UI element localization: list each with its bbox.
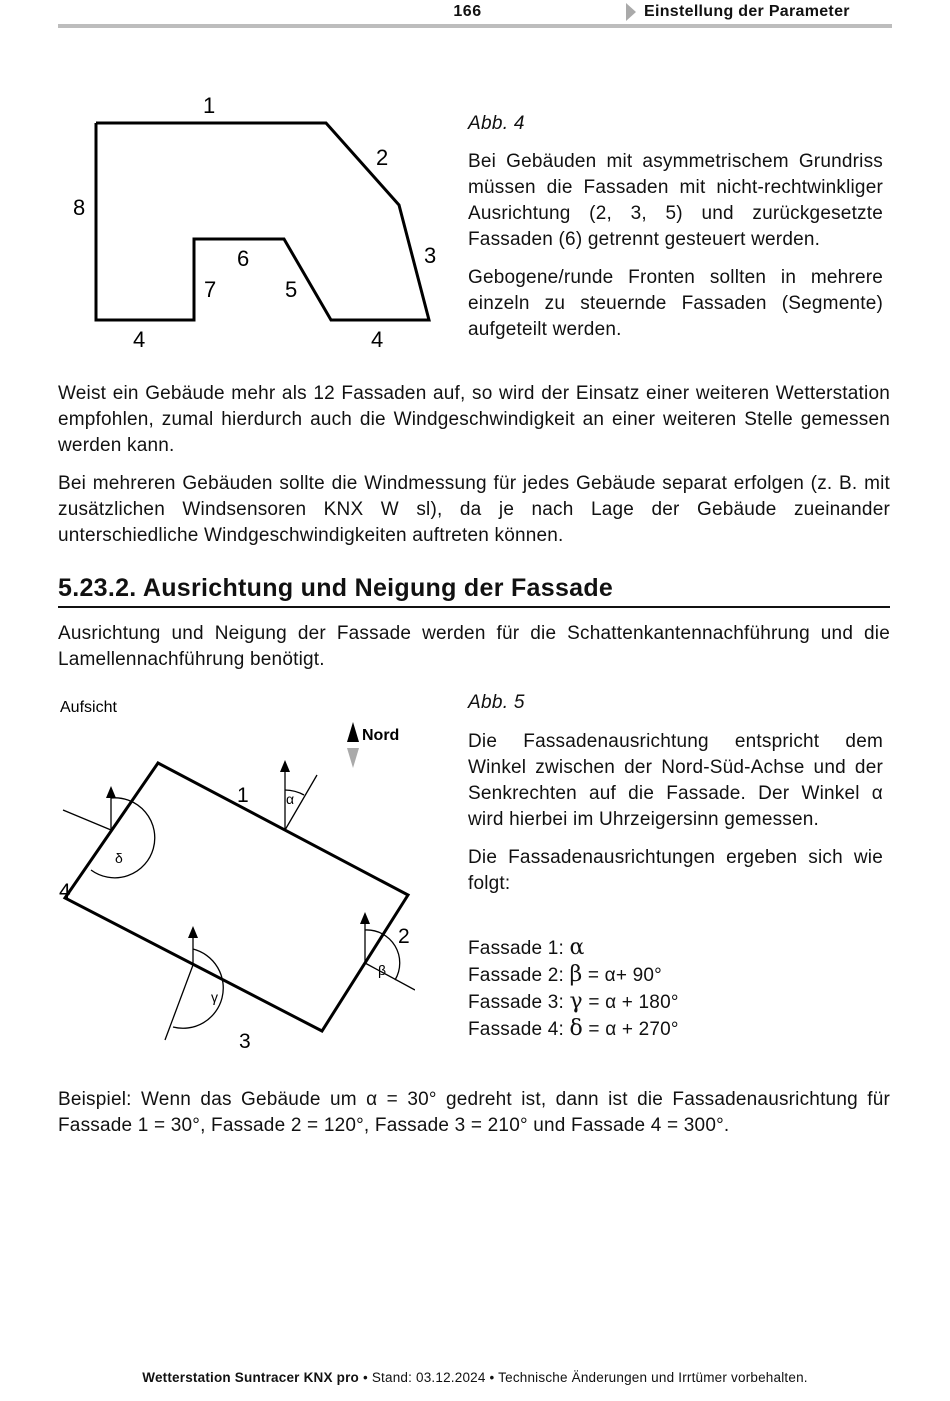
south-arrow-icon [347,748,359,768]
chapter-title: Einstellung der Parameter [644,3,850,20]
angle-label: α [286,791,295,807]
figure1-text: Bei Gebäuden mit asymmetrischem Grundriss müssen die Fassaden mit nicht-rechtwinkliger Ausrichtung (2, 3, 5) und zurückgesetzte Fassaden (6) getrennt gesteuert werden. [468,151,883,250]
formula-greek: β [569,962,583,987]
formula-greek: α [569,935,585,960]
page-number: 166 [453,3,482,20]
facade-label: 3 [424,243,437,268]
formula-row [468,935,883,962]
view-label: Aufsicht [60,699,117,716]
facade-label: 2 [376,145,389,170]
formula-greek: γ [569,989,583,1014]
north-label: Nord [362,727,400,744]
facade-label: 6 [237,246,250,271]
formula-label: Fassade 1: [468,938,570,959]
formula-rest: = α+ 90° [582,965,662,986]
angle-label: β [378,962,387,978]
floor-plan-figure [55,85,455,360]
figure-caption: Abb. 4 [468,113,525,134]
facade-label: 4 [133,327,146,352]
footer-text: • Stand: 03.12.2024 • Technische Änderungen und Irrtümer vorbehalten. [359,1370,808,1385]
facade-label: 8 [73,195,86,220]
figure-caption: Abb. 5 [468,692,525,713]
footer [0,1370,950,1385]
paragraph: Bei mehreren Gebäuden sollte die Windmessung für jedes Gebäude separat erfolgen (z. B. mit zusätzlichen Windsensoren KNX W sl), da je nach Lage der Gebäude zueinander unterschiedliche Windgeschwindigkeiten auftreten können. [58,473,890,546]
arrow-up-icon [106,786,116,798]
arrow-up-icon [188,926,198,938]
formula-list [468,935,883,1043]
formula-row [468,1016,883,1043]
angle-label: δ [115,850,123,866]
formula-greek: δ [569,1016,583,1041]
section-heading: 5.23.2. Ausrichtung und Neigung der Fassade [58,574,614,602]
formula-label: Fassade 2: [468,965,570,986]
facade-label: 4 [59,880,71,903]
formula-label: Fassade 4: [468,1019,570,1040]
facade-label: 4 [371,327,384,352]
example-paragraph: Beispiel: Wenn das Gebäude um α = 30° gedreht ist, dann ist die Fassadenausrichtung für Fassade 1 = 30°, Fassade 2 = 120°, Fassade 3 = 210° und Fassade 4 = 300°. [58,1089,890,1136]
paragraph: Weist ein Gebäude mehr als 12 Fassaden auf, so wird der Einsatz einer weiteren Wetterstation empfohlen, zumal hierdurch auch die Windgeschwindigkeit an einer weiteren Stelle gemessen werden kann. [58,383,890,456]
facade-label: 3 [239,1030,251,1053]
arrow-up-icon [280,760,290,772]
facade-label: 5 [285,277,298,302]
figure1-text: Gebogene/runde Fronten sollten in mehrere einzeln zu steuernde Fassaden (Segmente) aufgeteilt werden. [468,267,883,340]
facade-label: 1 [203,93,216,118]
formula-row [468,962,883,989]
arrow-up-icon [360,912,370,924]
north-arrow-icon [347,722,359,742]
figure2-text: Die Fassadenausrichtung entspricht dem Winkel zwischen der Nord-Süd-Achse und der Senkrechten auf die Fassade. Der Winkel α wird hierbei im Uhrzeigersinn gemessen. [468,731,883,830]
formula-label: Fassade 3: [468,992,570,1013]
facade-label: 7 [204,277,217,302]
section-intro: Ausrichtung und Neigung der Fassade werden für die Schattenkantennachführung und die Lamellennachführung benötigt. [58,623,890,670]
chapter-arrow-icon [626,3,636,21]
angle-label: γ [211,989,218,1005]
formula-rest: = α + 180° [582,992,679,1013]
orientation-figure [55,690,415,1060]
header-rule [58,24,892,28]
footer-product: Wetterstation Suntracer KNX pro [142,1370,359,1385]
figure2-text: Die Fassadenausrichtungen ergeben sich wie folgt: [468,847,883,894]
section-rule [58,606,890,608]
facade-label: 1 [237,784,249,807]
formula-row [468,989,883,1016]
facade-label: 2 [398,925,410,948]
formula-rest: = α + 270° [582,1019,679,1040]
